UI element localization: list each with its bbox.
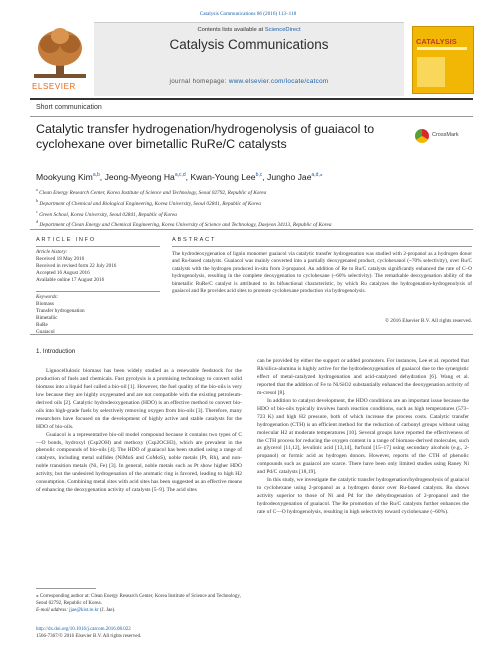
history-label: Article history:: [36, 249, 68, 255]
front-matter-rule: [30, 229, 473, 230]
cover-title: CATALYSIS: [416, 37, 457, 46]
author-name[interactable]: Mookyung Kim: [36, 172, 93, 182]
affiliation-sup: b: [36, 197, 38, 203]
issn-line: 1566-7367/© 2016 Elsevier B.V. All rights reserved.: [36, 634, 142, 639]
footnote-rule: [36, 588, 96, 589]
doi-block: [36, 626, 256, 640]
article-title: Catalytic transfer hydrogenation/hydrogenolysis of guaiacol to cyclohexane over bimetallic RuRe/C catalysts: [36, 122, 375, 151]
masthead-rule: [30, 98, 473, 100]
author-name[interactable]: Jeong-Myeong Ha: [104, 172, 175, 182]
author-list: Mookyung Kim$^{a,b}$, Jeong-Myeong Ha$^{a,c,d}$, Kwan-Young Lee$^{b,c}$, Jungho Jae$^{a,d,⁎}$: [36, 172, 323, 182]
corresponding-author-footnote: [36, 593, 242, 614]
keyword: Guaiacol: [36, 329, 55, 336]
article-history: [36, 249, 160, 284]
homepage-prefix: journal homepage:: [169, 78, 227, 85]
abstract-heading: ABSTRACT: [172, 237, 217, 243]
affiliation-list: [36, 186, 466, 229]
section-type: Short communication: [36, 104, 102, 111]
body-paragraph: Lignocellulosic biomass has been widely studied as a renewable feedstock for the production of fuels and chemicals. Fast pyrolysis is a promising technology to convert solid biomass into a liquid fuel called a bio-oil [1]. However, the fuel quality of the bio-oils is very low because they are highly oxygenated and are not compatible with the existing petroleum-derived oils [2]. Catalytic hydrodeoxygenation (HDO) is an effective method to convert bio-oils into high-grade fuels by selectively removing oxygen from bio-oils [3]. Therefore, many researchers have focused on the development of highly active and stable catalysts for the HDO of bio-oils.: [36, 367, 242, 430]
body-column-right: [257, 358, 469, 517]
body-column-left: [36, 339, 242, 495]
keyword: RuRe: [36, 322, 48, 329]
footnote-text: Corresponding author at: Clean Energy Research Center, Korea Institute of Science and Technology, Seoul 02792, Republic of Korea.: [36, 594, 241, 606]
body-paragraph: In this study, we investigate the catalytic transfer hydrogenation/hydrogenolysis of guaiacol to cyclohexane using 2-propanol as a hydrogen donor over Ru-based catalysts. Ru shows activity superior to those of Ni and Pd for the dehydrogenation of 2-propanol and the hydrodeoxygenation of guaiacol. The Re promotion of the Ru/C catalysts further enhances the rate of C—O hydrogenolysis, resulting in high selectivity toward cyclohexane (~60%).: [257, 477, 469, 516]
sciencedirect-link[interactable]: ScienceDirect: [264, 27, 301, 33]
journal-banner: [94, 22, 404, 96]
email-link[interactable]: jjae@kist.re.kr: [69, 608, 99, 613]
keywords-label: Keywords:: [36, 294, 59, 300]
keyword: Biomass: [36, 301, 54, 308]
journal-title: Catalysis Communications: [169, 37, 329, 52]
body-paragraph: can be provided by either the support or added promoters. For instances, Lee et al. reported that Rh/silica-alumina is highly active for the hydrodeoxygenation of guaiacol due to the synergistic effect of metal-catalyzed hydrogenation and acid-catalyzed dehydration [6]. Wang et al. reported that the addition of Fe to Ni/SiO2 substantially enhanced the deoxygenation activity of m-cresol [8].: [257, 358, 469, 396]
abstract-rule: [172, 246, 472, 247]
article-info-rule: [36, 246, 160, 247]
keywords-rule: [36, 291, 160, 292]
article-info-heading: ARTICLE INFO: [36, 237, 97, 243]
publisher-name: ELSEVIER: [32, 82, 76, 91]
affiliation-text: Clean Energy Research Center, Korea Institute of Science and Technology, Seoul 02792, Republic of Korea: [39, 189, 267, 196]
cover-stripe: [417, 47, 467, 50]
section-rule: [30, 116, 473, 117]
journal-masthead: [30, 22, 473, 99]
crossmark-icon: [415, 129, 429, 143]
history-item: Available online 17 August 2016: [36, 277, 105, 284]
abstract-text: The hydrodeoxygenation of lignin monomer guaiacol via catalytic transfer hydrogenation was studied with 2-propanol as a hydrogen donor and Ru-based catalysts. Guaiacol was mainly converted into a partially deoxygenated product, cyclohexanol (~70% selectivity), over Ru/C catalysts with the hydrogen produced in-situ from 2-propanol. An addition of Re to Ru/C catalysts significantly enhanced the rate of C–O hydrogenolysis, resulting in the complete deoxygenation to cyclohexane (~60% selectivity). The remarkable deoxygenation ability of the bimetallic RuRe/C catalyst is attributed to its bifunctional characteristic, by which Ru catalyzes the hydrogenation-hydrogenolysis of guaiacol and Re provides acid sites to promote cyclohexane production via hydrogenolysis.: [172, 251, 472, 295]
abstract-copyright: © 2016 Elsevier B.V. All rights reserved.: [384, 318, 472, 324]
journal-cover-thumbnail[interactable]: [412, 26, 474, 94]
author-affil-sup[interactable]: a,b: [92, 172, 100, 179]
body-paragraph: In addition to catalyst development, the HDO conditions are an important issue because the HDO of bio-oils typically involves harsh reaction conditions, such as high temperatures (573–723 K) and high H2 pressure, both of which increase the process costs. Catalytic transfer hydrogenation (CTH) is an efficient method for the reduction of carbonyl groups without using molecular H2 at moderate temperatures [10]. Several groups have reported the effectiveness of the CTH process for reducing the oxygen content in a range of biomass-derived molecules, such as glycerol [11,12], levulinic acid [13,14], furfural [15–17] using secondary alcohols (e.g., 2-propanol) or formic acid as hydrogen donors. However, reports of the CTH of phenolic compounds such as guaiacol are scarce. There have been only limited studies using Raney Ni and Pd/C catalysts [18,19].: [257, 397, 469, 476]
contents-line: [94, 27, 404, 33]
footnote-email-line: [36, 607, 242, 614]
author-name[interactable]: Jungho Jae: [267, 172, 312, 182]
author-name[interactable]: Kwan-Young Lee: [190, 172, 256, 182]
affiliation: [36, 197, 466, 208]
affiliation-text: Green School, Korea University, Seoul 02841, Republic of Korea: [39, 211, 177, 218]
affiliation: [36, 208, 466, 219]
history-item: Accepted 16 August 2016: [36, 270, 90, 277]
affiliation-text: Department of Clean Energy and Chemical Engineering, Korea University of Science and Technology, Daejeon 34113, Republic of Korea: [39, 222, 332, 229]
footnote-star: ⁎: [36, 594, 39, 599]
journal-homepage-line: [94, 78, 404, 85]
body-rule: [30, 334, 473, 335]
homepage-link[interactable]: www.elsevier.com/locate/catcom: [228, 78, 329, 85]
author-affil-sup[interactable]: a,d,⁎: [311, 172, 323, 179]
journal-citation[interactable]: Catalysis Communications 86 (2016) 113–118: [199, 11, 297, 17]
affiliation-sup: a: [36, 187, 38, 192]
affiliation-sup: d: [36, 219, 38, 225]
affiliation: [36, 186, 466, 197]
affiliation-sup: c: [36, 208, 38, 214]
email-suffix: (J. Jae).: [100, 608, 116, 613]
crossmark-badge[interactable]: [415, 127, 463, 149]
section-heading: 1. Introduction: [36, 348, 76, 355]
contents-prefix: Contents lists available at: [197, 27, 264, 33]
body-paragraph: Guaiacol is a representative bio-oil model compound because it contains two types of C—O bonds, hydroxyl (Csp2OH) and methoxy (Csp2OCH3), which are prevalent in the phenolic compounds of bio-oils [4]. The HDO of guaiacol has been studied using a range of catalysts, including metal sulfides (NiMoS and CoMoS), noble metals (Pt, Rh), and non-noble transition metals (Ni, Fe) [3]. In general, noble metals such as Pt show higher HDO activity, but the undesired hydrogenation of the aromatic ring is favored, leading to high H2 consumption. Combining metal sites with acid sites has been suggested as an effective means of enhancing the deoxygenation activity of catalysts [5–9]. The acid sites: [36, 431, 242, 494]
history-item: Received in revised form 22 July 2016: [36, 263, 117, 270]
keyword: Transfer hydrogenation: [36, 308, 85, 315]
history-item: Received 18 May 2016: [36, 256, 85, 263]
cover-block: [417, 57, 445, 87]
doi-link[interactable]: http://dx.doi.org/10.1016/j.catcom.2016.08.022: [36, 627, 131, 632]
author-affil-sup[interactable]: b,c: [255, 172, 263, 179]
author-affil-sup[interactable]: a,c,d: [174, 172, 186, 179]
crossmark-label: CrossMark: [432, 132, 459, 138]
keyword: Bimetallic: [36, 315, 58, 322]
affiliation: [36, 218, 466, 229]
email-label: E-mail address:: [36, 608, 68, 613]
affiliation-text: Department of Chemical and Biological Engineering, Korea University, Seoul 02841, Republic of Korea: [39, 200, 261, 207]
footnote-text-line: [36, 593, 242, 607]
keywords-block: [36, 294, 160, 337]
